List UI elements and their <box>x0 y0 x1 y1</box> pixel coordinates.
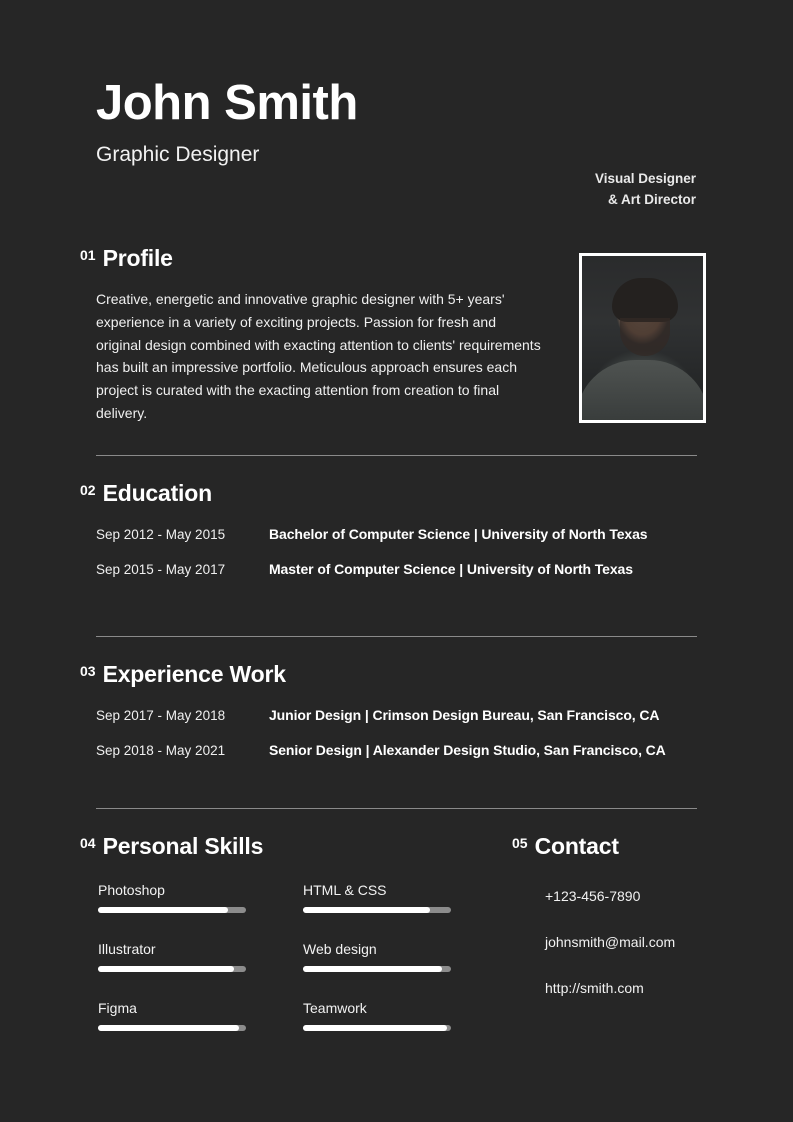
section-title: Contact <box>534 833 619 859</box>
contact-website[interactable]: http://smith.com <box>545 980 644 996</box>
tagline-line-1: Visual Designer <box>594 171 696 186</box>
list-item <box>96 742 720 758</box>
section-title: Personal Skills <box>102 833 264 859</box>
portrait-hair <box>612 278 678 322</box>
skills-grid <box>98 882 500 1031</box>
section-number: 04 <box>80 835 96 851</box>
entry-date: Sep 2017 - May 2018 <box>96 708 226 723</box>
contact-list <box>545 888 772 996</box>
skill-item <box>303 1000 478 1031</box>
skill-bar-track <box>303 966 451 972</box>
section-experience <box>80 661 720 758</box>
skill-bar-fill <box>98 966 234 972</box>
skill-item <box>98 882 273 913</box>
section-title: Experience Work <box>102 661 286 687</box>
skill-item <box>98 1000 273 1031</box>
section-education <box>80 480 720 577</box>
section-number: 01 <box>80 247 96 263</box>
section-contact <box>512 833 772 1026</box>
skill-bar-track <box>98 1025 246 1031</box>
entry-description: Junior Design | Crimson Design Bureau, San Francisco, CA <box>269 707 660 723</box>
entry-date: Sep 2015 - May 2017 <box>96 562 226 577</box>
list-item <box>96 561 720 577</box>
portrait-image <box>582 256 703 420</box>
divider-1 <box>96 455 697 456</box>
skill-item <box>303 882 478 913</box>
skill-bar-fill <box>303 907 430 913</box>
section-number: 02 <box>80 482 96 498</box>
skill-bar-fill <box>303 966 442 972</box>
skill-label: Illustrator <box>98 941 156 957</box>
entry-date: Sep 2012 - May 2015 <box>96 527 226 542</box>
contact-phone[interactable]: +123-456-7890 <box>545 888 641 904</box>
divider-3 <box>96 808 697 809</box>
skill-bar-fill <box>98 907 228 913</box>
section-experience-heading <box>80 661 720 688</box>
resume-header <box>96 76 696 207</box>
skill-item <box>303 941 478 972</box>
contact-email[interactable]: johnsmith@mail.com <box>545 934 676 950</box>
job-role: Graphic Designer <box>96 143 260 167</box>
entry-description: Master of Computer Science | University of North Texas <box>269 561 633 577</box>
entry-description: Bachelor of Computer Science | University of North Texas <box>269 526 648 542</box>
profile-text: Creative, energetic and innovative graphic designer with 5+ years' experience in a variety of exciting projects. Passion for fresh and original design combined with exacting attention to clients' requirements has built an impressive portfolio. Meticulous approach ensures each project is curated with the exacting attention from creation to final delivery. <box>96 291 541 422</box>
section-skills <box>80 833 500 1031</box>
skill-bar-track <box>303 1025 451 1031</box>
entry-description: Senior Design | Alexander Design Studio, San Francisco, CA <box>269 742 666 758</box>
section-education-heading <box>80 480 720 507</box>
skill-bar-fill <box>98 1025 239 1031</box>
page-title: John Smith <box>96 76 358 130</box>
skill-label: HTML & CSS <box>303 882 387 898</box>
header-tagline <box>476 169 696 211</box>
skill-label: Teamwork <box>303 1000 367 1016</box>
skill-bar-fill <box>303 1025 447 1031</box>
entry-date: Sep 2018 - May 2021 <box>96 743 226 758</box>
divider-2 <box>96 636 697 637</box>
section-number: 05 <box>512 835 528 851</box>
skill-item <box>98 941 273 972</box>
skill-label: Photoshop <box>98 882 165 898</box>
portrait-shoulders <box>579 360 706 420</box>
skill-label: Web design <box>303 941 377 957</box>
section-skills-heading <box>80 833 500 860</box>
section-title: Profile <box>102 245 173 271</box>
skill-bar-track <box>303 907 451 913</box>
section-contact-heading <box>512 833 772 860</box>
section-title: Education <box>102 480 212 506</box>
list-item <box>96 526 720 542</box>
portrait-beard <box>620 318 670 356</box>
skill-label: Figma <box>98 1000 137 1016</box>
skill-bar-track <box>98 907 246 913</box>
tagline-line-2: & Art Director <box>607 191 696 207</box>
section-number: 03 <box>80 663 96 679</box>
skill-bar-track <box>98 966 246 972</box>
avatar <box>579 253 706 423</box>
list-item <box>96 707 720 723</box>
section-profile <box>80 245 720 425</box>
